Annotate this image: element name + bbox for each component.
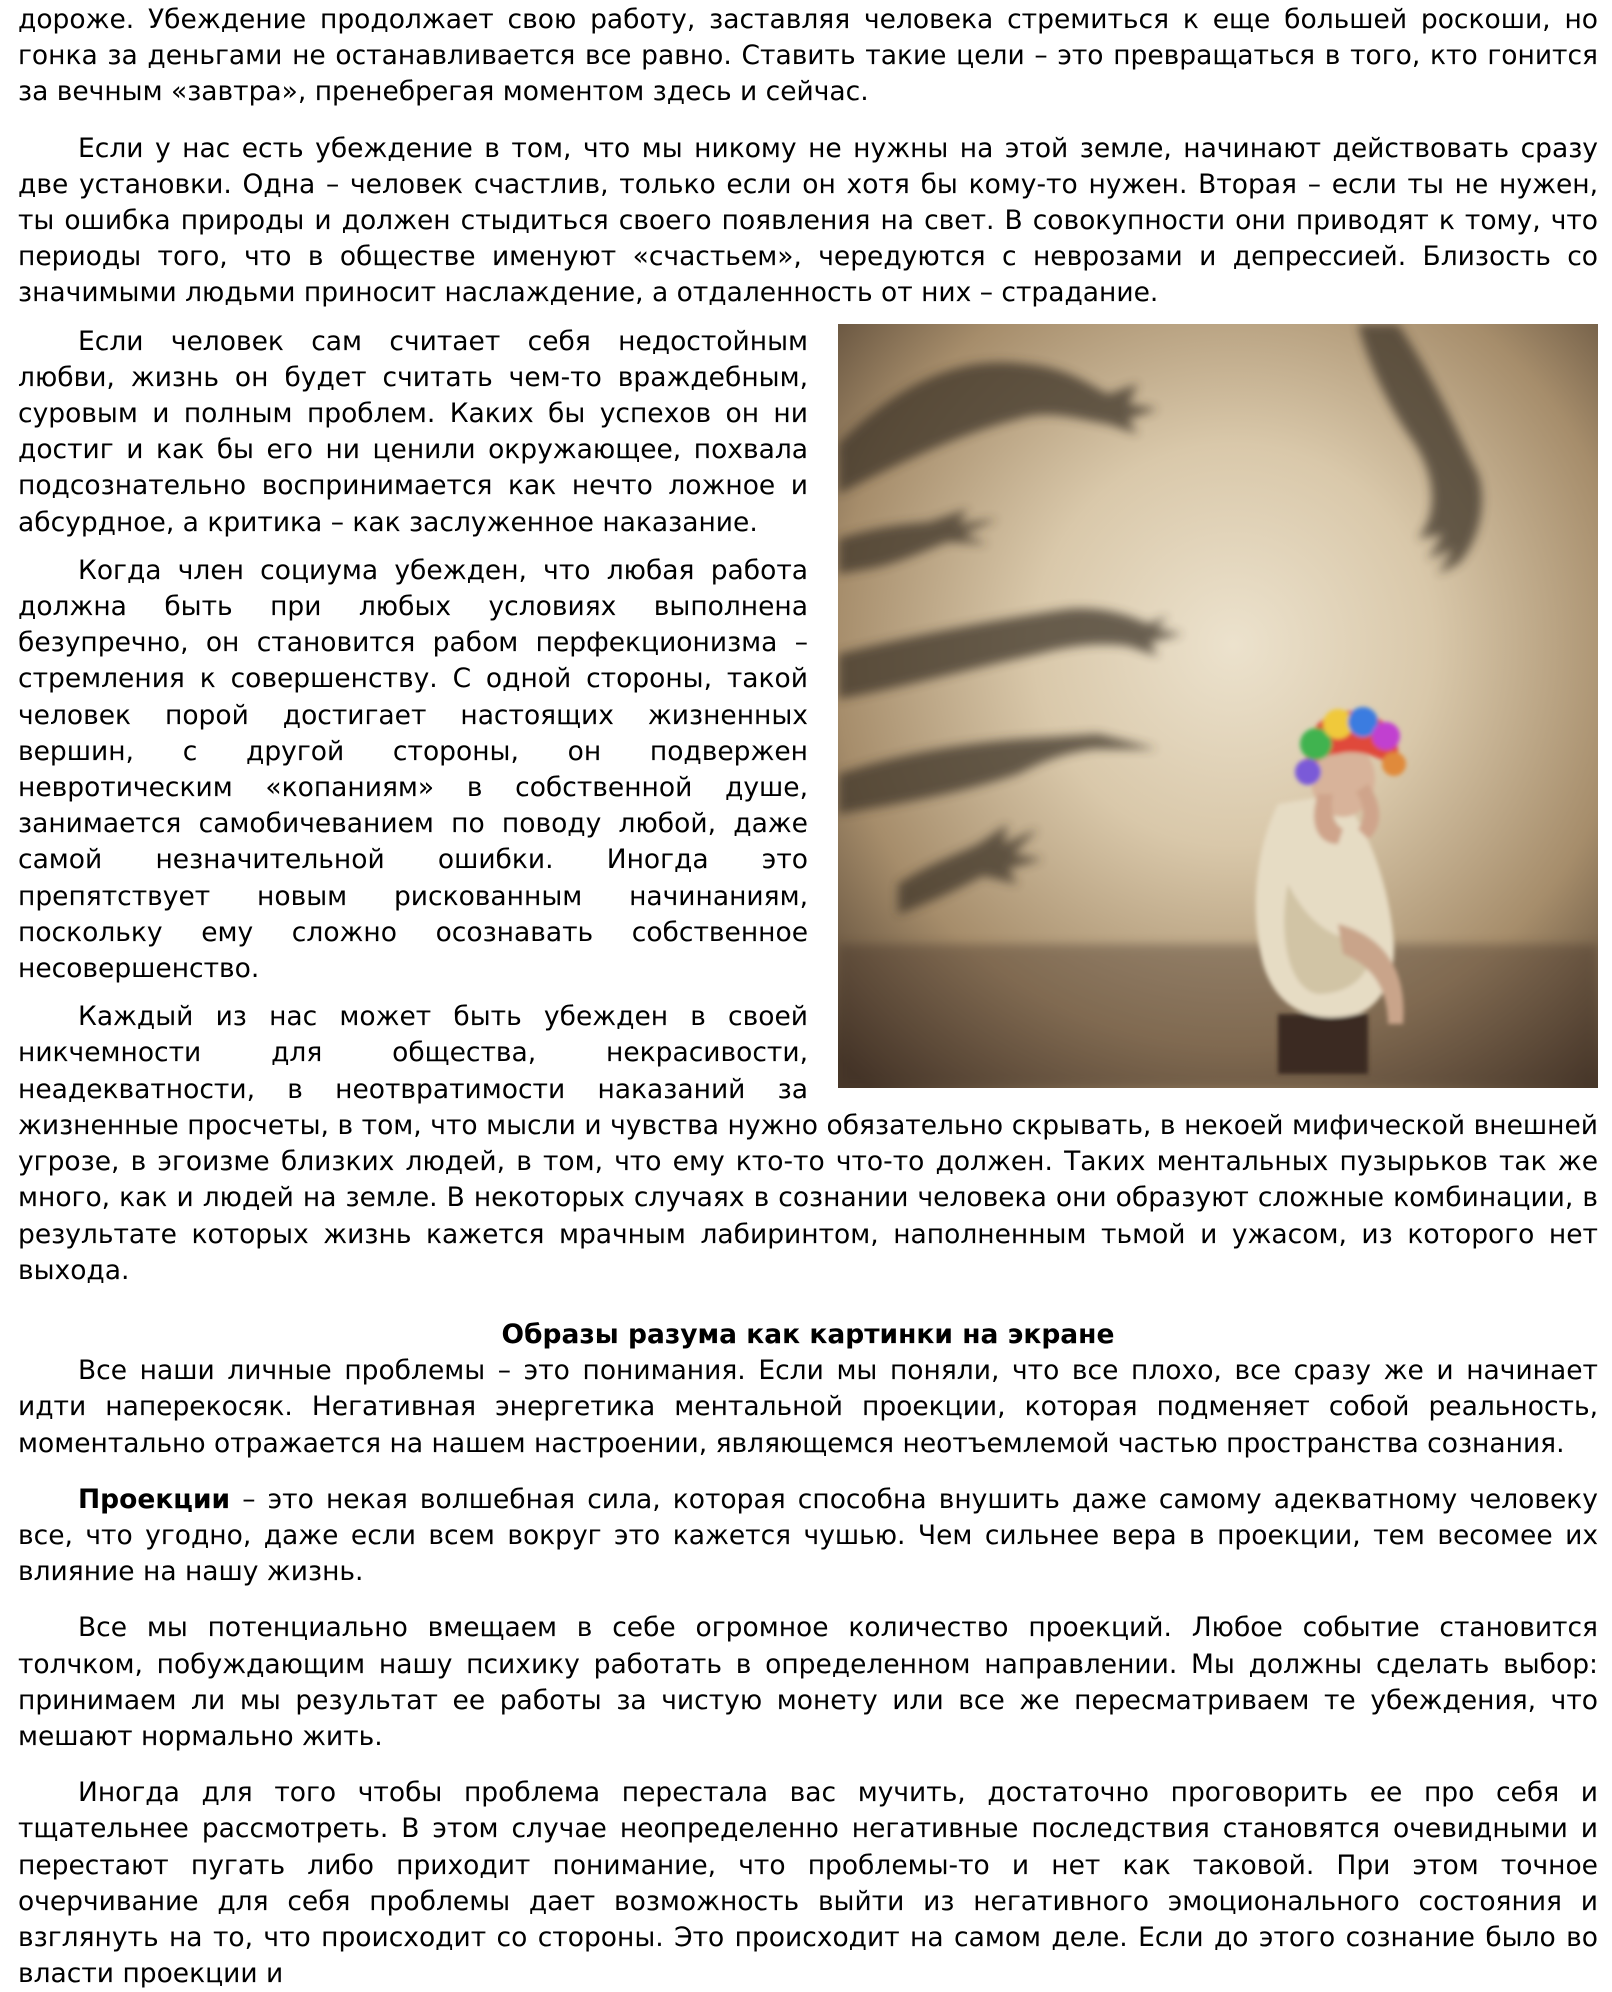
paragraph: Все мы потенциально вмещаем в себе огромное количество проекций. Любое событие становится толчком, побуждающим нашу психику работать в определенном направлении. Мы должны сделать выбор: принимаем ли мы результат ее работы за чистую монету или все же пересматриваем те убеждения, что мешают нормально жить.	[18, 1612, 1598, 1752]
section-heading: Образы разума как картинки на экране	[501, 1318, 1115, 1350]
article-page	[18, 0, 1598, 1992]
paragraph-text: – это некая волшебная сила, которая способна внушить даже самому адекватному человеку все, что угодно, даже если всем вокруг это кажется чушью. Чем сильнее вера в проекции, тем весомее их влияние на нашу жизнь.	[18, 1483, 1598, 1588]
paragraph	[18, 1482, 1598, 1591]
paragraph: Когда член социума убежден, что любая работа должна быть при любых условиях выполнена безупречно, он становится рабом перфекционизма – стремления к совершенству. С одной стороны, такой человек порой достигает настоящих жизненных вершин, с другой стороны, он подвержен невротическим «копаниям» в собственной душе, занимается самобичеванием по поводу любой, даже самой незначительной ошибки. Иногда это препятствует новым рискованным начинаниям, поскольку ему сложно осознавать собственное несовершенство.	[18, 554, 808, 985]
paragraph: Иногда для того чтобы проблема перестала вас мучить, достаточно проговорить ее про себя и тщательнее рассмотреть. В этом случае неопределенно негативные последствия становятся очевидными и перестают пугать либо приходит понимание, что проблемы-то и нет как таковой. При этом точное очерчивание для себя проблемы дает возможность выйти из негативного эмоционального состояния и взглянуть на то, что происходит со стороны. Это происходит на самом деле. Если до этого сознание было во власти проекции и	[18, 1777, 1598, 1990]
paragraph: Если человек сам считает себя недостойным любви, жизнь он будет считать чем-то враждебным, суровым и полным проблем. Каких бы успехов он ни достиг и как бы его ни ценили окружающее, похвала подсознательно воспринимается как нечто ложное и абсурдное, а критика – как заслуженное наказание.	[18, 325, 808, 538]
paragraph: Каждый из нас может быть убежден в своей никчемности для общества, некрасивости, неадекватности, в неотвратимости наказаний за жизненные просчеты, в том, что мысли и чувства нужно обязательно скрывать, в некоей мифической внешней угрозе, в эгоизме близких людей, в том, что ему кто-то что-то должен. Таких ментальных пузырьков так же много, как и людей на земле. В некоторых случаях в сознании человека они образуют сложные комбинации, в результате которых жизнь кажется мрачным лабиринтом, наполненным тьмой и ужасом, из которого нет выхода.	[18, 1001, 1598, 1286]
girl-with-shadow-hands-photo	[838, 324, 1598, 1088]
text-with-image	[18, 324, 1598, 1289]
bold-term: Проекции	[78, 1483, 231, 1515]
paragraph: Если у нас есть убеждение в том, что мы никому не нужны на этой земле, начинают действовать сразу две установки. Одна – человек счастлив, только если он хотя бы кому-то нужен. Вторая – если ты не нужен, ты ошибка природы и должен стыдиться своего появления на свет. В совокупности они приводят к тому, что периоды того, что в обществе именуют «счастьем», чередуются с неврозами и депрессией. Близость со значимыми людьми приносит наслаждение, а отдаленность от них – страдание.	[18, 132, 1598, 309]
paragraph: дороже. Убеждение продолжает свою работу, заставляя человека стремиться к еще большей роскоши, но гонка за деньгами не останавливается все равно. Ставить такие цели – это превращаться в того, кто гонится за вечным «завтра», пренебрегая моментом здесь и сейчас.	[18, 4, 1598, 108]
paragraph: Все наши личные проблемы – это понимания. Если мы поняли, что все плохо, все сразу же и начинает идти наперекосяк. Негативная энергетика ментальной проекции, которая подменяет собой реальность, моментально отражается на нашем настроении, являющемся неотъемлемой частью пространства сознания.	[18, 1355, 1598, 1459]
